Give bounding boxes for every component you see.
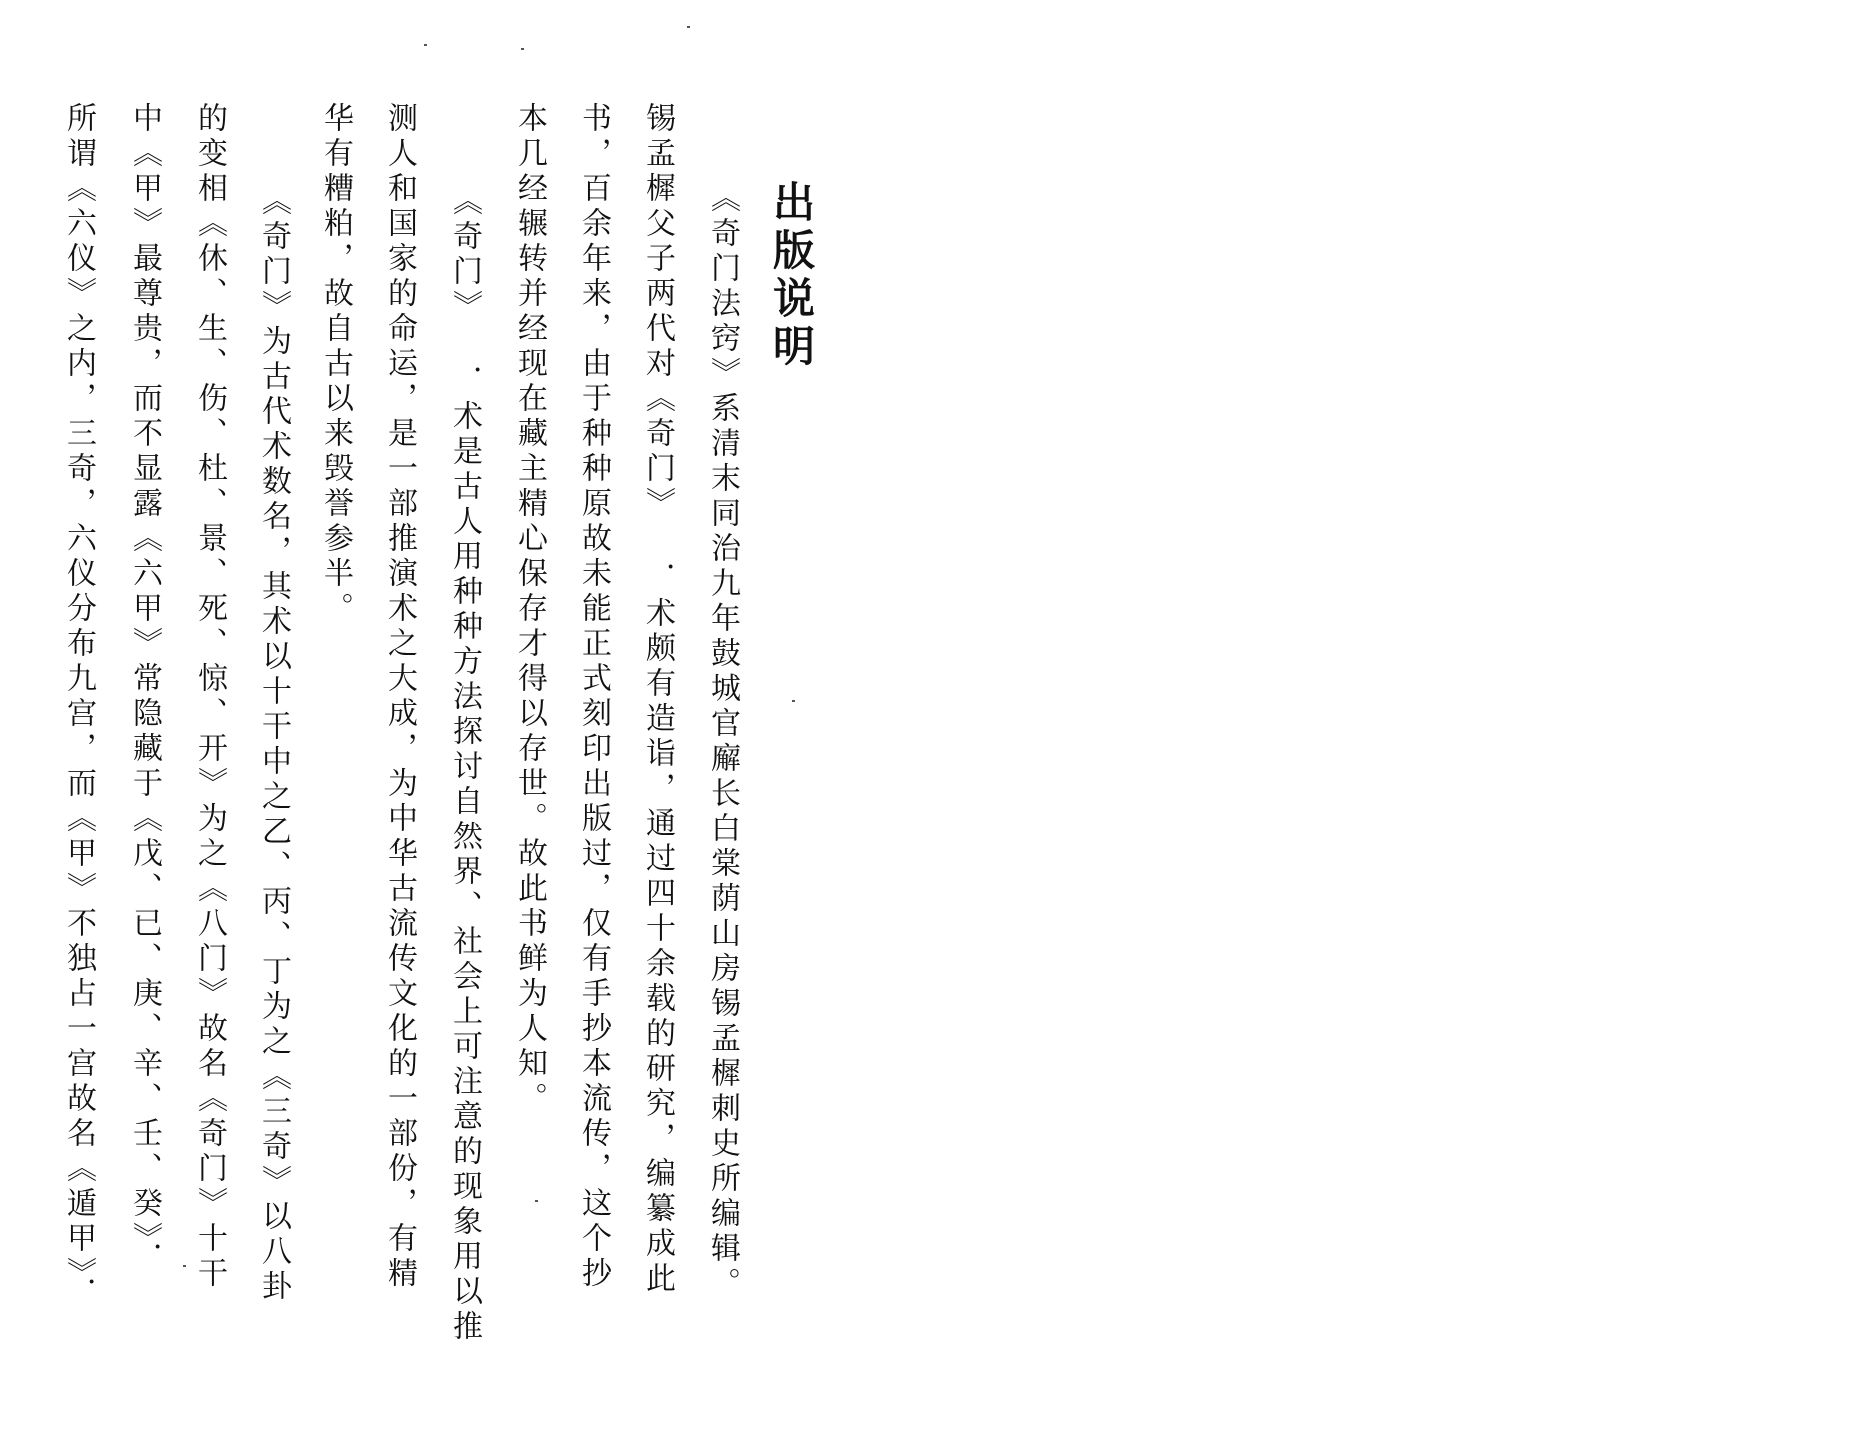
scan-speck — [521, 48, 524, 50]
text-column-6: 测人和国家的命运，是一部推演术之大成，为中华古流传文化的一部份，有精 — [382, 102, 417, 1292]
text-column-5: 《奇门》 ．术是古人用种种方法探讨自然界、社会上可注意的现象用以推 — [447, 185, 482, 1345]
scan-speck — [687, 26, 690, 28]
text-column-8: 《奇门》为古代术数名，其术以十干中之乙、丙、丁为之《三奇》以八卦 — [256, 185, 291, 1305]
text-column-4: 本几经辗转并经现在藏主精心保存才得以存世。故此书鲜为人知。 — [512, 102, 547, 1117]
text-column-2: 锡孟樨父子两代对《奇门》 ．术颇有造诣，通过四十余载的研究，编纂成此 — [640, 102, 675, 1297]
page-heading: 出版说明 — [767, 180, 816, 372]
text-column-7: 华有糟粕，故自古以来毁誉参半。 — [318, 102, 353, 627]
text-column-10: 中《甲》最尊贵，而不显露《六甲》常隐藏于《戊、已、庚、辛、壬、癸》． — [127, 102, 162, 1277]
text-column-11: 所谓《六仪》之内，三奇，六仪分布九宫，而《甲》不独占一宫故名《遁甲》． — [61, 102, 96, 1312]
scan-speck — [792, 700, 795, 702]
text-column-9: 的变相《休、生、伤、杜、景、死、惊、开》为之《八门》故名《奇门》十干 — [192, 102, 227, 1292]
text-column-3: 书，百余年来，由于种种原故未能正式刻印出版过，仅有手抄本流传，这个抄 — [576, 102, 611, 1292]
scan-speck — [424, 44, 427, 46]
scan-speck — [183, 1265, 186, 1267]
text-column-1: 《奇门法窍》系清末同治九年鼓城官廨长白棠荫山房锡孟樨刺史所编辑。 — [705, 182, 740, 1302]
scan-speck — [535, 1200, 538, 1202]
